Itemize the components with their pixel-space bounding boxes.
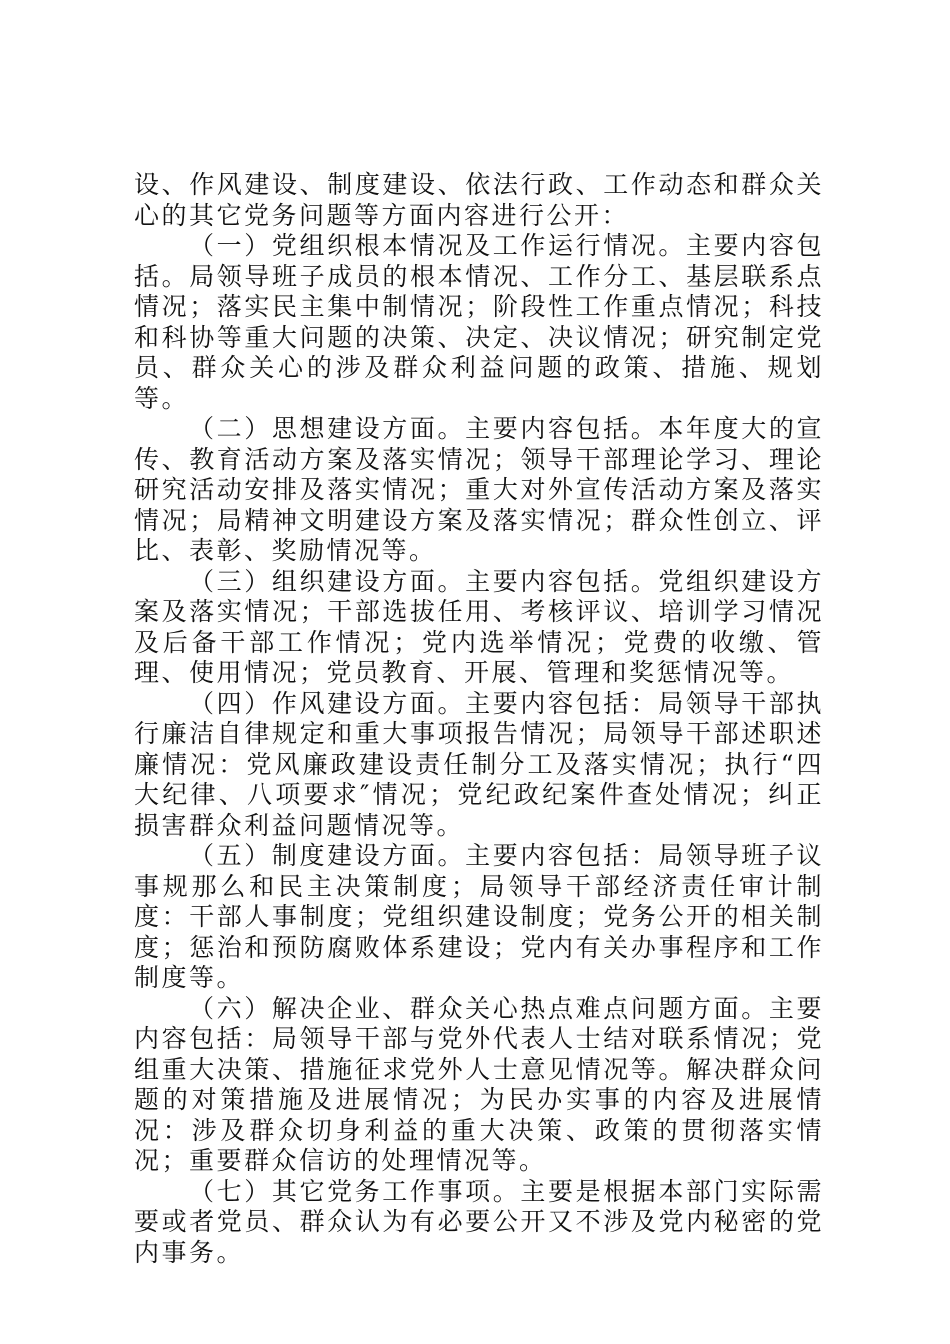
document-body — [134, 170, 824, 1268]
paragraph-item-2: （二）思想建设方面。主要内容包括。本年度大的宣传、教育活动方案及落实情况；领导干部理论学习、理论研究活动安排及落实情况；重大对外宣传活动方案及落实情况；局精神文明建设方案及落实情况；群众性创立、评比、表彰、奖励情况等。 — [134, 414, 824, 565]
paragraph-item-1: （一）党组织根本情况及工作运行情况。主要内容包括。局领导班子成员的根本情况、工作分工、基层联系点情况；落实民主集中制情况；阶段性工作重点情况；科技和科协等重大问题的决策、决定、决议情况；研究制定党员、群众关心的涉及群众利益问题的政策、措施、规划等。 — [134, 231, 824, 413]
paragraph-intro: 设、作风建设、制度建设、依法行政、工作动态和群众关心的其它党务问题等方面内容进行公开： — [134, 170, 824, 230]
paragraph-item-6: （六）解决企业、群众关心热点难点问题方面。主要内容包括：局领导干部与党外代表人士结对联系情况；党组重大决策、措施征求党外人士意见情况等。解决群众问题的对策措施及进展情况；为民办实事的内容及进展情况：涉及群众切身利益的重大决策、政策的贯彻落实情况；重要群众信访的处理情况等。 — [134, 993, 824, 1175]
paragraph-item-5: （五）制度建设方面。主要内容包括：局领导班子议事规那么和民主决策制度；局领导干部经济责任审计制度：干部人事制度；党组织建设制度；党务公开的相关制度；惩治和预防腐败体系建设；党内有关办事程序和工作制度等。 — [134, 841, 824, 992]
paragraph-item-3: （三）组织建设方面。主要内容包括。党组织建设方案及落实情况；干部选拔任用、考核评议、培训学习情况及后备干部工作情况；党内选举情况；党费的收缴、管理、使用情况；党员教育、开展、管理和奖惩情况等。 — [134, 566, 824, 687]
paragraph-item-4: （四）作风建设方面。主要内容包括：局领导干部执行廉洁自律规定和重大事项报告情况；局领导干部述职述廉情况：党风廉政建设责任制分工及落实情况；执行“四大纪律、八项要求″情况；党纪政纪案件查处情况；纠正损害群众利益问题情况等。 — [134, 688, 824, 840]
paragraph-item-7: （七）其它党务工作事项。主要是根据本部门实际需要或者党员、群众认为有必要公开又不涉及党内秘密的党内事务。 — [134, 1176, 824, 1267]
